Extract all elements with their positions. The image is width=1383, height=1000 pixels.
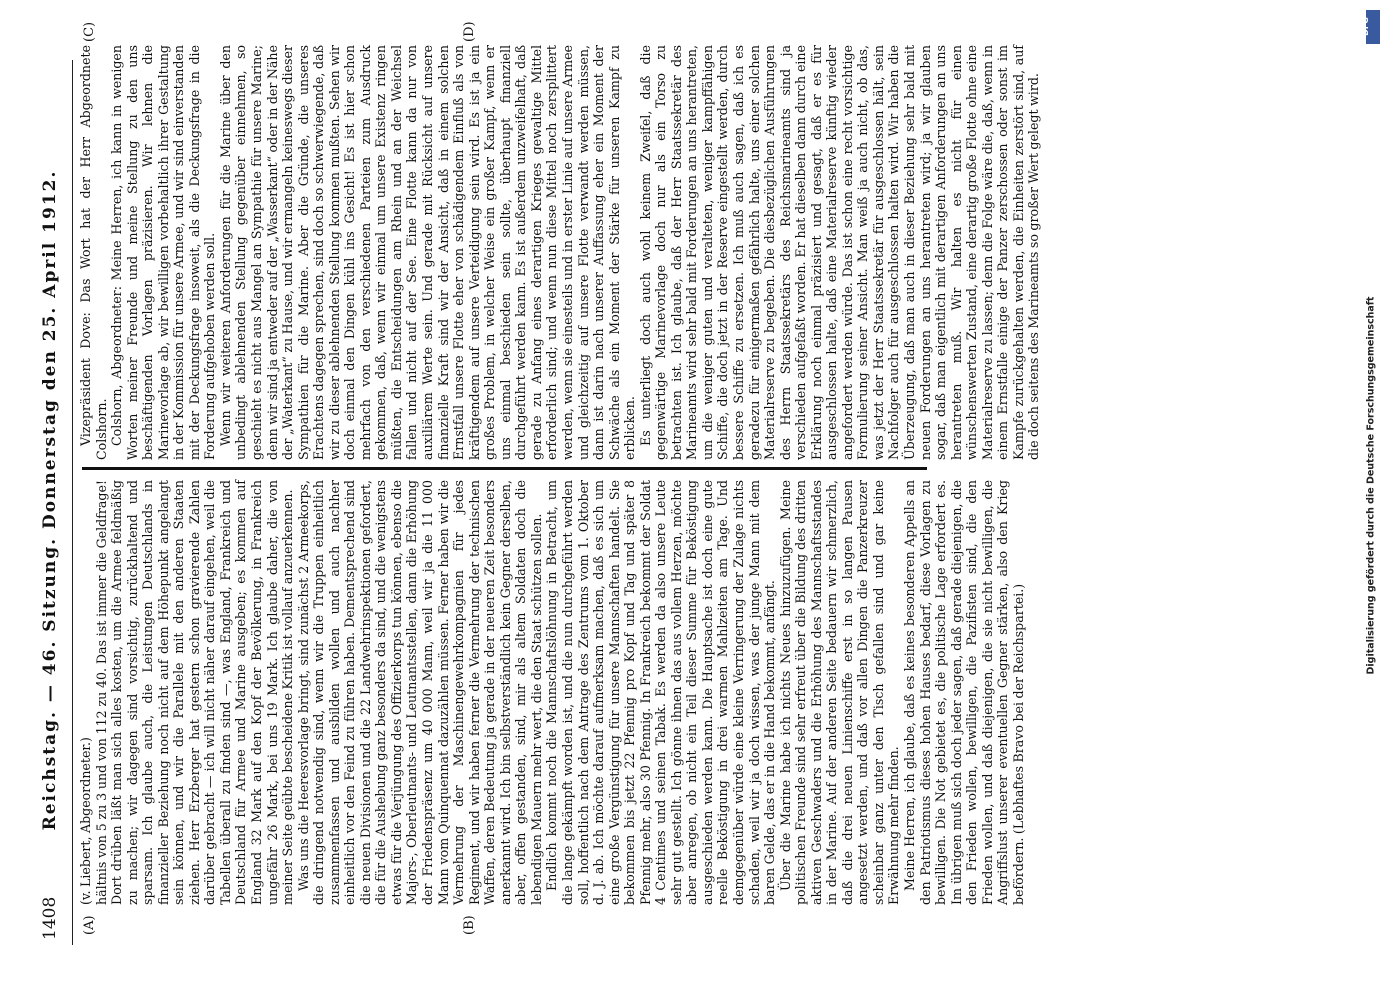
paragraph: hältnis von 5 zu 3 und von 112 zu 40. Das ist immer die Geldfrage! Dort drüben läßt man sich alles kosten, um die Armee feldmäßig zu machen; wir dagegen sind vorsichtig, zurückhaltend und sparsam. Ich glaube auch, die Leistungen Deutschlands in finanzieller Beziehung noch nicht auf dem Höhepunkt angelangt sein können, und wir die Parallele mit den anderen Staaten ziehen. Herr Erzberger hat gestern schon gravierende Zahlen darüber gebracht — ich will nicht näher darauf eingehen, weil die Tabellen überall zu finden sind —, was England, Frankreich und Deutschland für Armee und Marine ausgeben; es kommen auf England 32 Mark auf den Kopf der Bevölkerung, in Frankreich ungefähr 26 Mark, bei uns 19 Mark. Ich glaube daher, die von meiner Seite geübte bescheidene Kritik ist vollauf anzuerkennen. [93, 480, 296, 905]
column-divider [82, 467, 927, 470]
paragraph: Endlich kommt noch die Mannschaftslöhnung in Betracht, um die lange gekämpft worden ist, und die nun durchgeführt werden soll, hoffentlich nach dem Antrage des Zentrums vom 1. Oktober d. J. ab. Ich möchte darauf aufmerksam machen, daß es sich um eine große Vergünstigung für unsere Mannschaften handelt. Sie bekommen bis jetzt 22 Pfennig pro Kopf und Tag und später 8 Pfennig mehr, also 30 Pfennig. In Frankreich bekommt der Soldat 4 Centimes und seinen Tabak. Es werden da also unsere Leute sehr gut gestellt. Ich gönne ihnen das aus vollem Herzen, möchte aber anregen, ob nicht ein Teil dieser Summe für Beköstigung ausgeschieden werden kann. Die Hauptsache ist doch eine gute reelle Beköstigung in drei warmen Mahlzeiten am Tage. Und demgegenüber würde eine kleine Verringerung der Zulage nichts schaden, weil wir ja doch wissen, was der junge Mann mit dem baren Gelde, das er in die Hand bekommt, anfängt. [544, 480, 778, 905]
paragraph: Colshorn, Abgeordneter: Meine Herren, ich kann in wenigen Worten meiner Freunde und meine Stellung zu den uns beschäftigenden Vorlagen präzisieren. Wir lehnen die Marinevorlage ab, wir bewilligen vorbehaltlich ihrer Gestaltung in der Kommission für unsere Armee, und wir sind einverstanden mit der Deckungsfrage insoweit, als die Deckungsfrage in die Forderung aufgehoben werden soll. [109, 45, 218, 460]
page-number: 1408 [40, 896, 60, 940]
paragraph: Meine Herren, ich glaube, daß es keines besonderen Appells an den Patriotismus dieses hohen Hauses bedarf, diese Vorlagen zu bewilligen. Die Not gebietet es, die politische Lage erfordert es. Im übrigen muß sich doch jeder sagen, daß gerade diejenigen, die den Frieden wollen, bewilligen, die Pazifisten sind, die den Frieden wollen, und daß diejenigen, die sie nicht bewilligen, die Angriffslust unserer eventuellen Gegner stärken, also den Krieg befördern. (Lebhaftes Bravo bei der Reichspartei.) [901, 480, 1026, 905]
margin-letter-b: (B) [462, 915, 477, 935]
digitization-note [1360, 10, 1380, 990]
left-column [78, 480, 1026, 905]
paragraph: Wenn wir weiteren Anforderungen für die Marine über den unbedingt ablehnenden Stellung gegenüber einnehmen, so geschieht es nicht aus Mangel an Sympathie für unsere Marine; denn wir sind ja entweder auf der „Wasserkant“ oder in der Nähe der „Waterkant“ zu Hause, und wir ermangeln keineswegs dieser Sympathien für die Marine. Aber die Gründe, die unseres Erachtens dagegen sprechen, sind doch so schwerwiegende, daß wir zu dieser ablehnenden Stellung kommen mußten. Sehen wir doch einmal den Dingen kühl ins Gesicht! Es ist hier schon mehrfach von den verschiedenen Parteien zum Ausdruck gekommen, daß, wenn wir einmal um unsere Existenz ringen müßten, die Entscheidungen am Rhein und an der Weichsel fallen und nicht auf der See. Eine Flotte kann da nur von auxiliärem Werte sein. Und gerade mit Rücksicht auf unsere finanzielle Kraft sind wir der Ansicht, daß in einem solchen Ernstfall unsere Flotte eher von schädigendem Einfluß als von kräftigendem auf unsere Verteidigung sein wird. Es ist ja ein großes Problem, in welcher Weise ein großer Kampf, wenn er uns einmal beschieden sein sollte, überhaupt finanziell durchgeführt werden kann. Es ist außerdem unzweifelhaft, daß gerade zu Anfang eines derartigen Krieges gewaltige Mittel erforderlich sind; und wenn nun diese Mittel noch zersplittert werden, wenn sie einesteils und in erster Linie auf unsere Armee und gleichzeitig auf unsere Flotte verwandt werden müssen, dann ist darin nach unserer Auffassung eher ein Moment der Schwäche als ein Moment der Stärke für unseren Kampf zu erblicken. [217, 45, 638, 460]
digitization-note-text: Digitalisierung gefördert durch die Deutsche Forschungsgemeinschaft [1365, 296, 1377, 675]
paragraph: Was uns die Heeresvorlage bringt, sind zunächst 2 Armeekorps, die dringend notwendig sind, wenn wir die Truppen einheitlich zusammenfassen und ausbilden wollen und auch nachher einheitlich vor den Feind zu führen haben. Dementsprechend sind die neuen Divisionen und die 22 Landwehrinspektionen gefordert, die für die Aushebung ganz besonders da sind, und die wenigstens etwas für die Verjüngung des Offizierkorps tun können, ebenso die Majors-, Oberleutnants- und Leutnantsstellen, dann die Erhöhung der Friedenspräsenz um 40 000 Mann, weil wir ja die 11 000 Mann vom Quinquennat dazuzählen müssen. Ferner haben wir die Vermehrung der Maschinengewehrkompagnien für jedes Regiment, und wir haben ferner die Vermehrung der technischen Waffen, deren Bedeutung ja gerade in der neueren Zeit besonders anerkannt wird. Ich bin selbstverständlich kein Gegner derselben, aber, offen gestanden, sind, mir als altem Soldaten doch die lebendigen Mauern mehr wert, die den Staat schützen sollen. [295, 480, 544, 905]
paragraph: Es unterliegt doch auch wohl keinem Zweifel, daß die gegenwärtige Marinevorlage doch nur als ein Torso zu betrachten ist. Ich glaube, daß der Herr Staatssekretär des Marineamts wird sehr bald mit Forderungen an uns herantreten, um die weniger guten und veralteten, weniger kampffähigen Schiffe, die doch jetzt in der Reserve eingestellt werden, durch bessere Schiffe zu ersetzen. Ich muß auch sagen, daß ich es geradezu für einigermaßen gefährlich halte, uns einer solchen Materialreserve zu begeben. Die diesbezüglichen Ausführungen des Herrn Staatssekretärs des Reichsmarineamts sind ja verschieden aufgefaßt worden. Er hat dieselben dann durch eine Erklärung noch einmal präzisiert und gesagt, daß er es für ausgeschlossen halte, daß eine Materialreserve künftig wieder angefordert werden würde. Das ist schon eine recht vorsichtige Formulierung seiner Ansicht. Man weiß ja auch nicht, ob das, was jetzt der Herr Staatssekretär für ausgeschlossen hält, sein Nachfolger auch für ausgeschlossen halten wird. Wir haben die Überzeugung, daß man auch in dieser Beziehung sehr bald mit neuen Forderungen an uns herantreten wird; ja wir glauben sogar, daß man eigentlich mit derartigen Anforderungen an uns herantreten muß. Wir halten es nicht für einen wünschenswerten Zustand, eine derartig große Flotte ohne eine Materialreserve zu lassen; denn die Folge wäre die, daß, wenn in einem Ernstfalle einige der Panzer zerschossen oder sonst im Kampfe zurückgehalten werden, die Einheiten zerstört sind, auf die doch seitens des Marineamts so großer Wert gelegt wird. [637, 45, 1042, 460]
dfg-logo: DFG [1366, 10, 1380, 44]
session-title: Reichstag. — 46. Sitzung. Donnerstag den 25. April 1912. [40, 169, 60, 831]
margin-letter-d: (D) [462, 21, 477, 42]
margin-letter-c: (C) [82, 21, 97, 42]
speaker-note: (v. Liebert, Abgeordneter.) [78, 737, 93, 905]
paragraph: Vizepräsident Dove: Das Wort hat der Herr Abgeordnete Colshorn. [78, 45, 109, 460]
paragraph: Über die Marine habe ich nichts Neues hinzuzufügen. Meine politischen Freunde sind sehr erfreut über die Bildung des dritten aktiven Geschwaders und die Erhöhung des Mannschaftsstandes in der Marine. Auf der anderen Seite bedauern wir schmerzlich, daß die drei neuen Linienschiffe erst in so langen Pausen angesetzt werden, und daß vor allen Dingen die Panzerkreuzer scheinbar ganz unter den Tisch gefallen sind und gar keine Erwähnung mehr finden. [777, 480, 902, 905]
header-rule [72, 60, 73, 945]
right-column [78, 45, 1042, 460]
page-header [40, 0, 70, 1000]
margin-letter-a: (A) [82, 915, 97, 935]
